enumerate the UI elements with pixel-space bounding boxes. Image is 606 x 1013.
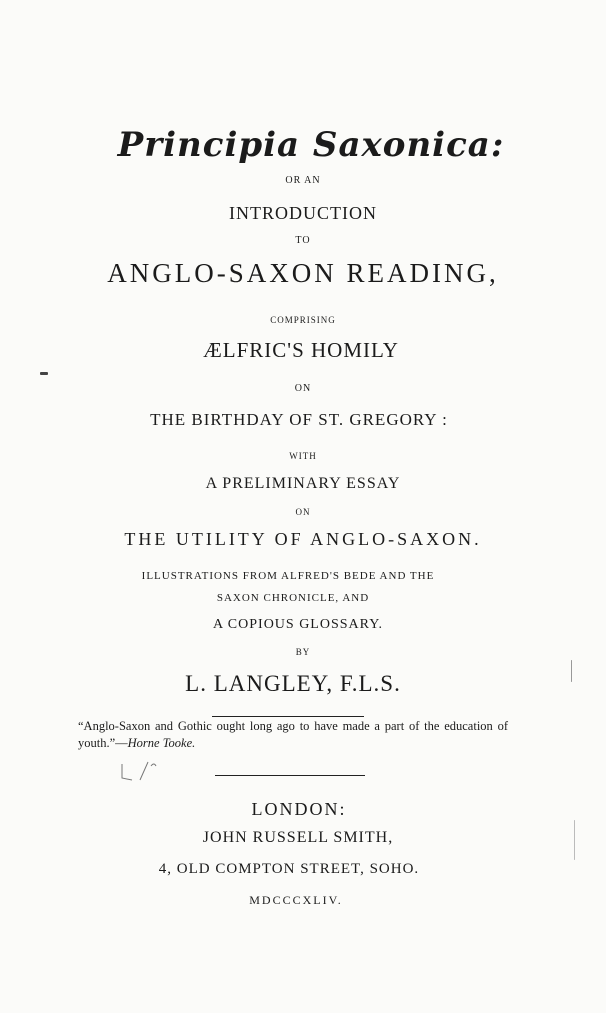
introduction-text: INTRODUCTION xyxy=(229,203,377,223)
imprint-city: LONDON: xyxy=(251,799,347,819)
preliminary-essay-heading: A PRELIMINARY ESSAY xyxy=(205,475,401,492)
pencil-scribble xyxy=(118,760,158,784)
glossary-text: A COPIOUS GLOSSARY. xyxy=(212,617,384,632)
imprint-year: MDCCCXLIV. xyxy=(249,893,343,907)
imprint-address: 4, OLD COMPTON STREET, SOHO. xyxy=(158,861,420,877)
lower-rule xyxy=(215,775,365,776)
or-an-text: OR AN xyxy=(285,175,321,186)
margin-mark xyxy=(40,372,48,375)
birthday-heading: THE BIRTHDAY OF ST. GREGORY : xyxy=(150,410,448,429)
illustrations-text: ILLUSTRATIONS FROM ALFRED'S BEDE AND THE xyxy=(141,570,435,582)
imprint-publisher: JOHN RUSSELL SMITH, xyxy=(202,829,394,846)
with-text: WITH xyxy=(289,451,317,461)
aelfric-homily-heading: ÆLFRIC'S HOMILY xyxy=(203,338,399,362)
on-text-2: ON xyxy=(295,507,311,517)
author-name: L. LANGLEY, F.L.S. xyxy=(185,671,401,696)
edge-mark-2 xyxy=(574,820,575,860)
upper-rule xyxy=(212,716,364,717)
anglo-saxon-reading-heading: ANGLO-SAXON READING, xyxy=(107,258,499,288)
by-text: BY xyxy=(295,647,311,657)
epigraph-quote xyxy=(78,718,508,752)
saxon-chronicle-text: SAXON CHRONICLE, AND xyxy=(216,592,370,604)
edge-mark xyxy=(571,660,572,682)
quote-text: “Anglo-Saxon and Gothic ought long ago to have made a part of the education of youth.”— xyxy=(78,719,508,750)
book-title: Principia Saxonica: xyxy=(117,125,505,165)
utility-heading: THE UTILITY OF ANGLO-SAXON. xyxy=(124,529,482,549)
to-text: TO xyxy=(295,235,311,246)
on-text-1: ON xyxy=(294,383,312,394)
comprising-text: COMPRISING xyxy=(270,315,336,325)
quote-attribution: Horne Tooke. xyxy=(127,736,196,750)
